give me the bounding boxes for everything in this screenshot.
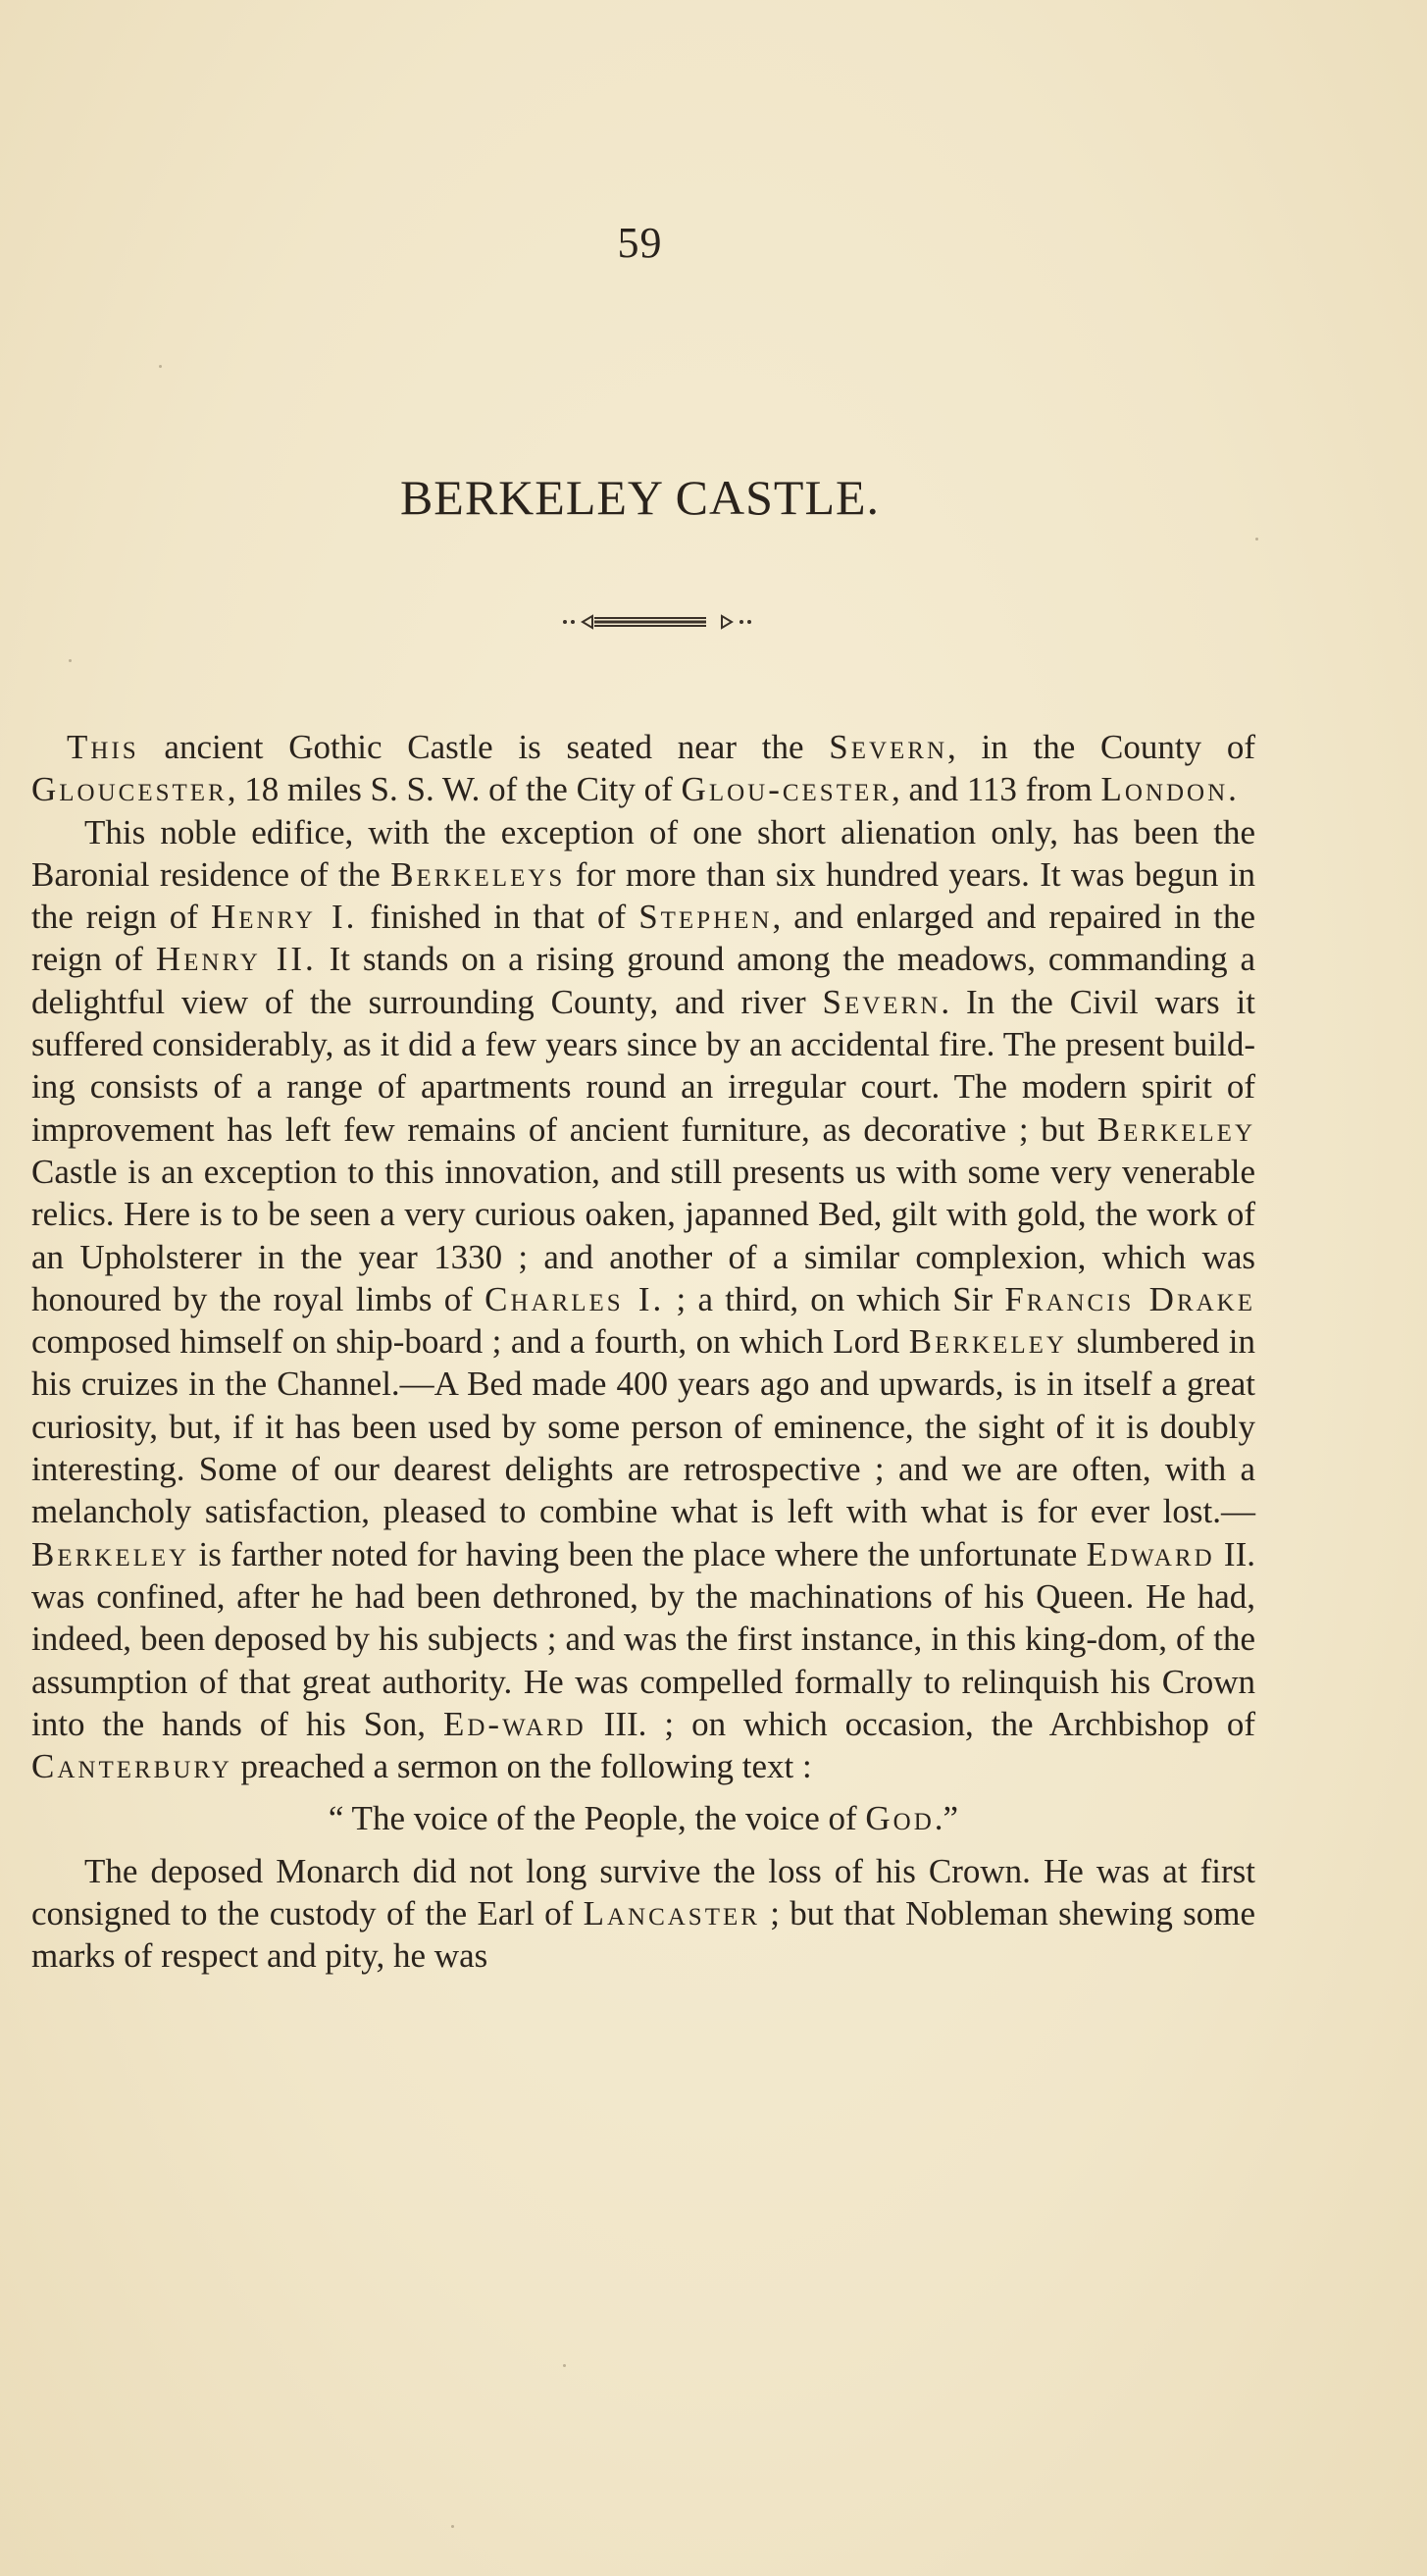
text-run: The deposed Monarch did not long survive the loss of his Crown. He was at first consigned to the custody of the Earl of <box>31 1851 1255 1933</box>
text-run: . <box>1228 770 1237 809</box>
text-run: slumbered in his cruizes in the Channel.—A Bed made 400 years ago and upwards, is in itself a great curiosity, but, if it has been used by some person of eminence, the sight of it is doubly interesting. Some of our dearest delights are retrospective ; and we are often, with a melancholy satisfaction, pleased to combine what is left with what is for ever lost.— <box>31 1322 1255 1531</box>
paragraph-1 <box>31 726 1255 811</box>
text-run: Ed-ward <box>442 1704 586 1743</box>
text-run: preached a sermon on the following text : <box>231 1747 812 1786</box>
paper-speck <box>1255 538 1258 541</box>
text-run: , 18 miles S. S. W. of the City of <box>227 770 682 809</box>
text-run: Berkeley <box>908 1322 1067 1362</box>
text-run: Henry I. <box>210 898 358 937</box>
text-run: Gloucester <box>31 770 228 809</box>
body-text <box>31 726 1255 1978</box>
text-run: It stands on a rising ground among the meadows, commanding a delightful view of the surrounding County, and river <box>31 940 1256 1021</box>
text-run: for more than six hundred years. It was begun in the reign of <box>31 854 1256 937</box>
paper-speck <box>451 2525 454 2528</box>
text-run: Stephen <box>638 898 773 937</box>
text-run: This noble edifice, with the exception of one short alienation only, has been the Baronial residence of the <box>31 812 1255 894</box>
text-run: III. ; on which occasion, the Archbishop of <box>586 1704 1256 1743</box>
paper-speck <box>69 659 72 662</box>
text-run: finished in that of <box>357 898 639 937</box>
text-run: Henry II. <box>155 940 317 979</box>
text-run: Charles I. <box>484 1279 665 1318</box>
quotation <box>31 1797 1255 1839</box>
text-run: God <box>865 1799 935 1838</box>
text-run: composed himself on ship-board ; and a fourth, on which Lord <box>31 1322 909 1362</box>
text-run: London <box>1100 770 1229 809</box>
paragraph-3 <box>31 1850 1255 1978</box>
paper-speck <box>159 365 162 368</box>
text-run: is farther noted for having been the place where the unfortunate <box>189 1534 1087 1573</box>
text-run: ; but that Nobleman shewing some marks of respect and pity, he was <box>31 1894 1256 1976</box>
text-run: . In the Civil wars it suffered considerably, as it did a few years since by an accidental fire. The present build-ing consists of a range of apartments round an irregular court. The modern spirit of improvement has left few remains of ancient furniture, as decorative ; but <box>31 982 1256 1149</box>
text-run: Edward <box>1086 1534 1215 1573</box>
ornament-divider <box>559 610 755 634</box>
text-run: .” <box>934 1799 959 1838</box>
text-run: Glou-cester <box>681 770 892 809</box>
text-run: Canterbury <box>31 1747 232 1786</box>
text-run: ; a third, on which Sir <box>664 1279 1005 1318</box>
text-run: Severn <box>829 728 948 766</box>
text-run: , and 113 from <box>891 770 1101 809</box>
text-run: Severn <box>822 982 942 1021</box>
text-run: II. was confined, after he had been dethroned, by the machinations of his Queen. He had, indeed, been deposed by his subjects ; and was the first instance, in this king-dom, of the assumption of that great authority. He was compelled formally to relinquish his Crown into the hands of his Son, <box>31 1534 1255 1743</box>
text-run: Berkeley <box>31 1534 190 1573</box>
text-run: This <box>67 728 139 766</box>
text-run: Lancaster <box>583 1894 760 1933</box>
text-run: Francis Drake <box>1004 1279 1256 1318</box>
page-number: 59 <box>617 219 663 267</box>
text-run: , in the County of <box>947 728 1255 766</box>
text-run: “ The voice of the People, the voice of <box>328 1799 866 1838</box>
text-run: Berkeley <box>1096 1109 1255 1149</box>
text-run: ancient Gothic Castle is seated near the <box>138 728 830 766</box>
paper-speck <box>563 2364 566 2367</box>
page-title: BERKELEY CASTLE. <box>399 470 881 525</box>
text-run: , and enlarged and repaired in the reign of <box>31 898 1256 979</box>
text-run: Berkeleys <box>390 854 566 894</box>
text-run: Castle is an exception to this innovation, and still presents us with some very venerable relics. Here is to be seen a very curious oaken, japanned Bed, gilt with gold, the work of an Upholsterer in the year 1330 ; and another of a similar complexion, which was honoured by the royal limbs of <box>31 1152 1255 1318</box>
paragraph-2 <box>31 811 1255 1788</box>
